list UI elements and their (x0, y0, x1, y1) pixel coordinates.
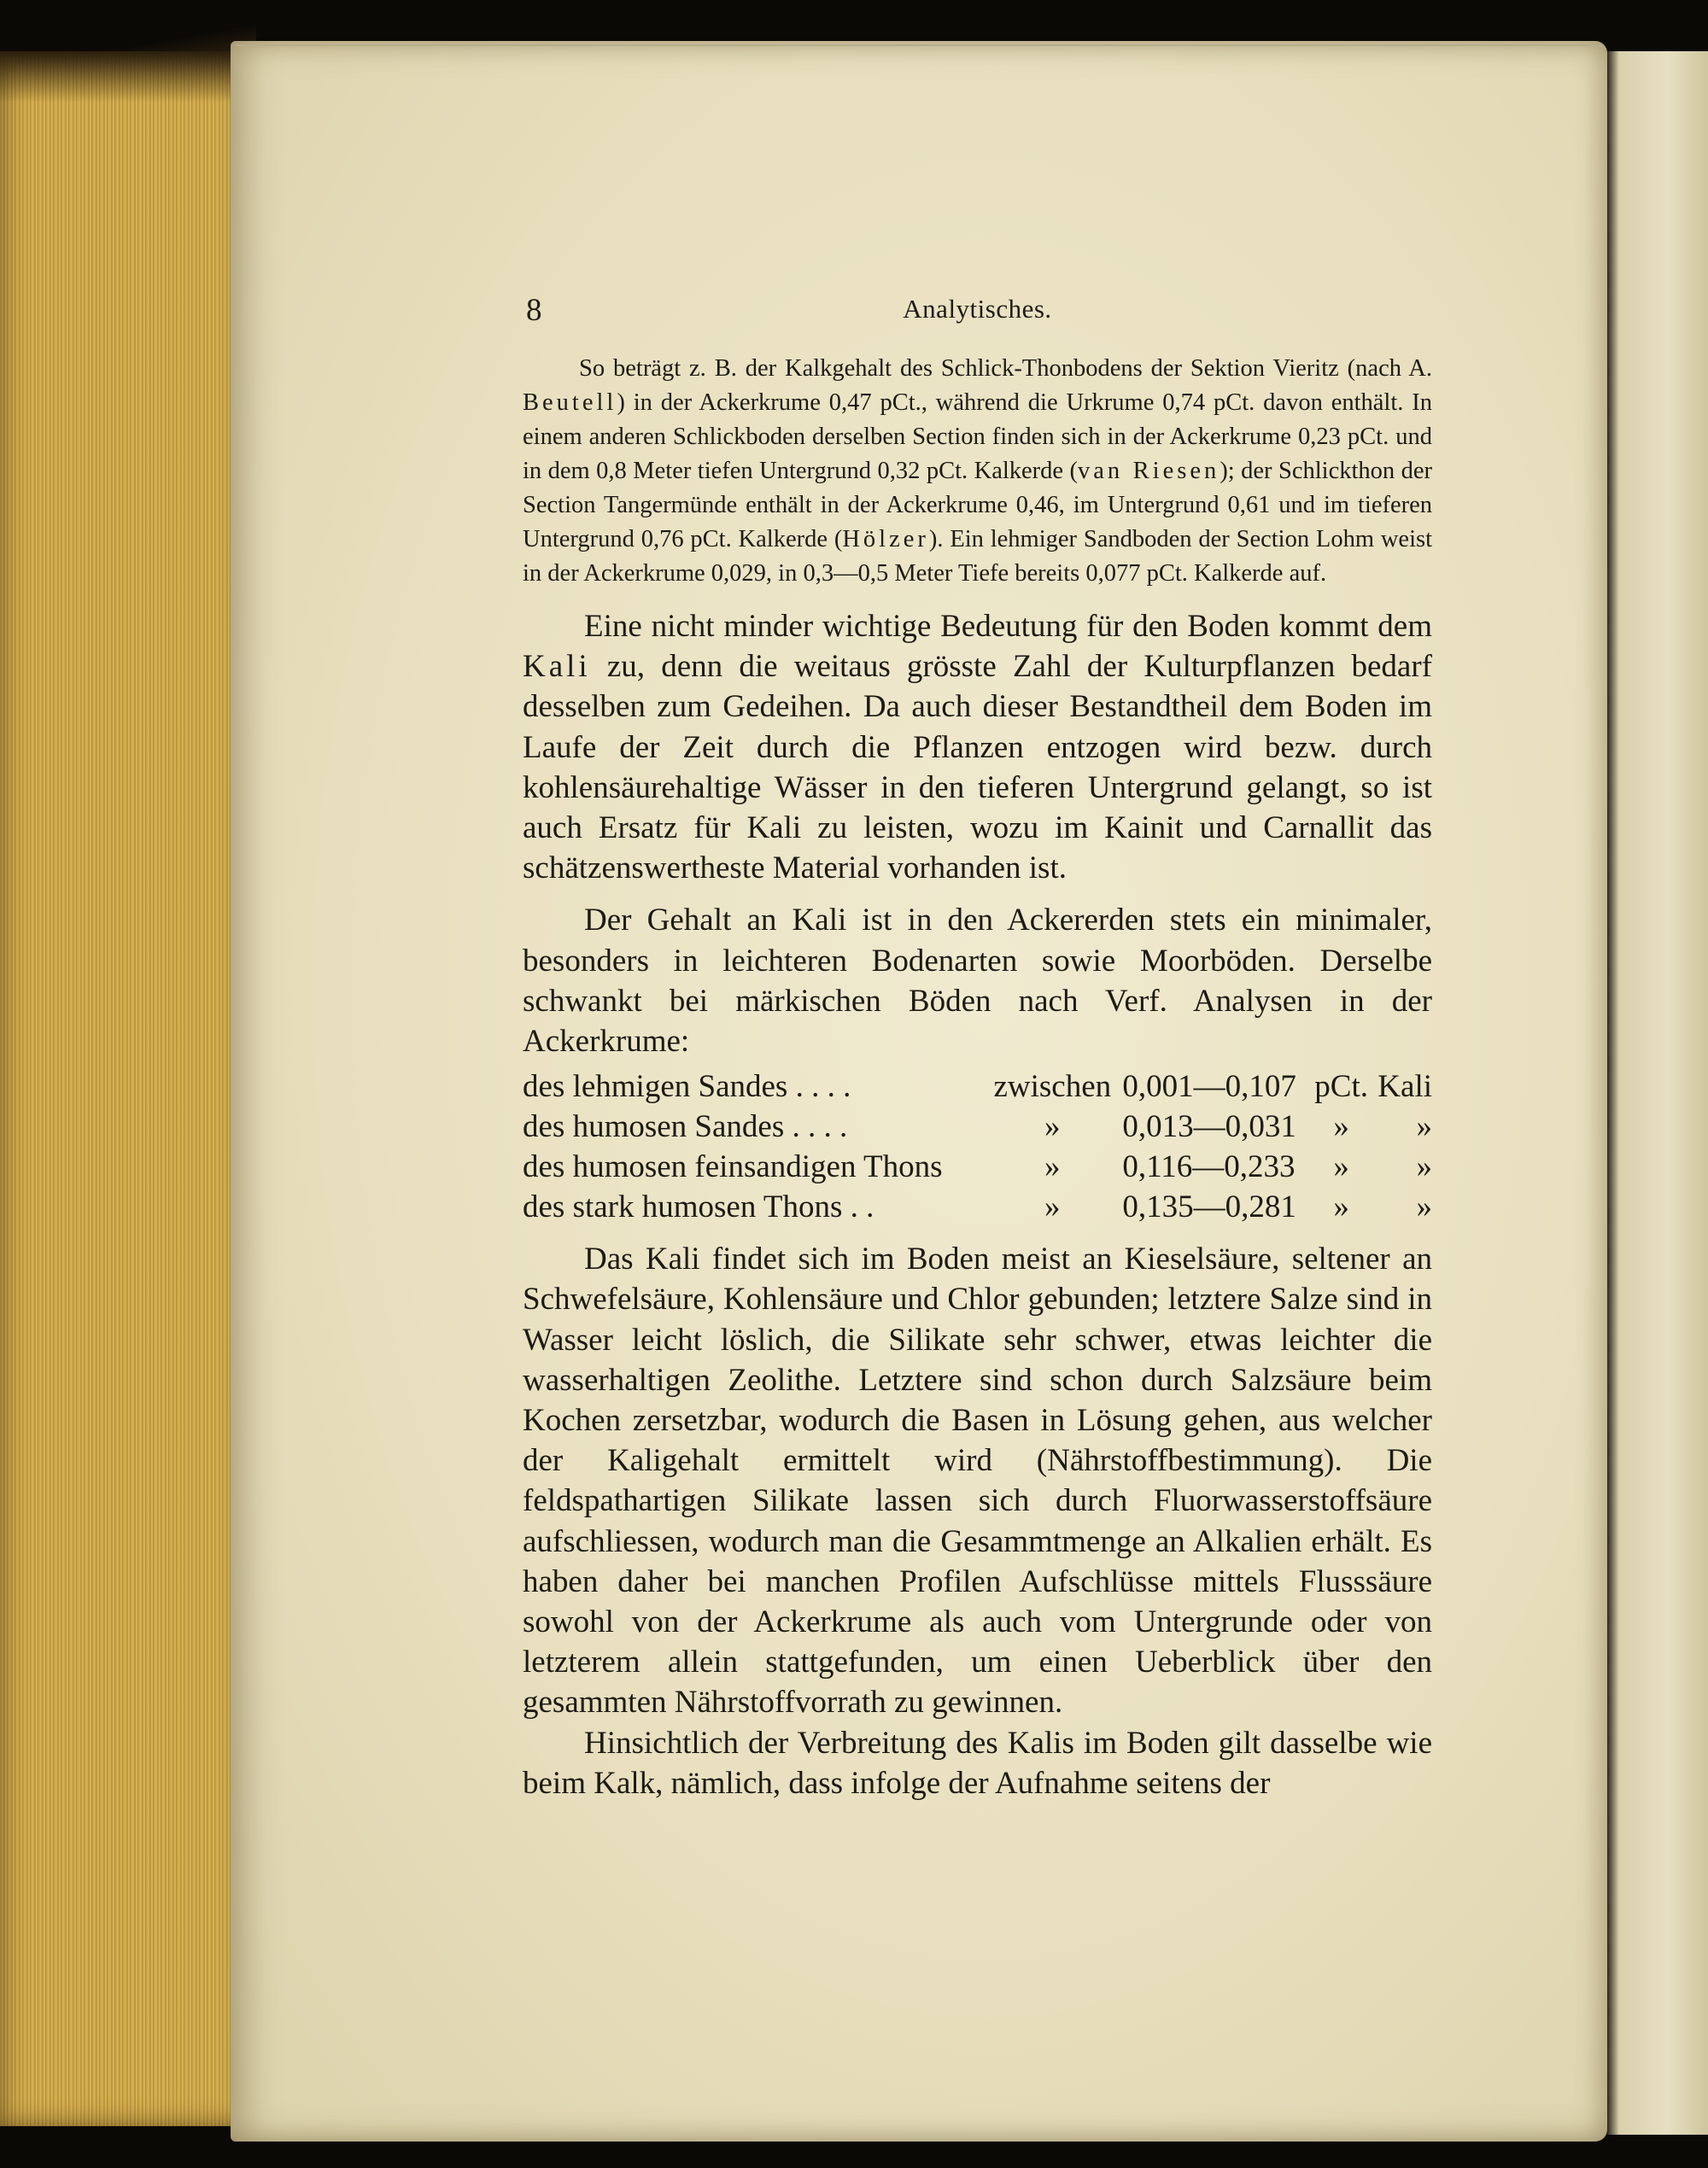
kali-values-table (523, 1066, 1432, 1227)
unit-label: pCt. (1314, 1069, 1368, 1105)
small-text-2: ) in der Ackerkrume 0,47 pCt., während die Urkrume 0,74 pCt. davon enthält. In einem anderen Schlickboden derselben Section finden sich in der Ackerkrume 0,23 pCt. und in dem 0,8 Meter tiefen Untergrund 0,32 pCt. Kalkerde ( (523, 389, 1432, 484)
element-label: » (1416, 1109, 1432, 1145)
unit-label: » (1333, 1109, 1349, 1145)
page-header (523, 292, 1432, 340)
soil-type: des humosen Sandes . . . . (523, 1109, 848, 1145)
running-title: Analytisches. (903, 294, 1052, 324)
kali-text-a: Eine nicht minder wichtige Bedeutung für den Boden kommt dem (584, 609, 1432, 644)
table-row (523, 1107, 1432, 1147)
paragraph-kali-content: Der Gehalt an Kali ist in den Ackererden stets ein minimaler, besonders in leichteren Bodenarten sowie Moorböden. Derselbe schwankt bei märkischen Böden nach Verf. Analysen in der Ackerkrume: (523, 903, 1432, 1060)
kali-text-b: zu, denn die weitaus grösste Zahl der Kulturpflanzen bedarf desselben zum Gedeihen. Da auch dieser Bestandtheil dem Boden im Laufe der Zeit durch die Pflanzen entzogen wird bezw. durch kohlensäurehaltige Wässer in den tieferen Untergrund gelangt, so ist auch Ersatz für Kali zu leisten, wozu im Kainit und Carnallit das schätzenswertheste Material vorhanden ist. (523, 649, 1432, 886)
between-label: » (1044, 1109, 1061, 1145)
paragraph-kali-binding: Das Kali findet sich im Boden meist an Kieselsäure, seltener an Schwefelsäure, Kohlensäure und Chlor gebunden; letztere Salze sind in Wasser leicht löslich, die Silikate sehr schwer, etwas leichter die wasserhaltigen Zeolithe. Letztere sind schon durch Salzsäure beim Kochen zersetzbar, wodurch die Basen in Lösung gehen, aus welcher der Kaligehalt ermittelt wird (Nährstoffbestimmung). Die feldspathartigen Silikate lassen sich durch Fluorwasserstoffsäure aufschliessen, wodurch man die Gesammtmenge an Alkalien erhält. Es haben daher bei manchen Profilen Aufschlüsse mittels Flusssäure sowohl von der Ackerkrume als auch vom Untergrunde oder von letzterem allein stattgefunden, um einen Ueberblick über den gesammten Nährstoffvorrath zu gewinnen. (523, 1242, 1432, 1721)
element-label: Kali (1378, 1069, 1432, 1105)
table-row (523, 1147, 1432, 1187)
paragraph-kali-distribution: Hinsichtlich der Verbreitung des Kalis im Boden gilt dasselbe wie beim Kalk, nämlich, dass infolge der Aufnahme seitens der (523, 1725, 1432, 1801)
page-text (523, 292, 1432, 1803)
kali-range: 0,116—0,233 (1122, 1149, 1296, 1185)
element-label: » (1416, 1189, 1432, 1225)
table-row (523, 1187, 1432, 1227)
author-van-riesen: van Riesen (1078, 458, 1220, 484)
kali-range: 0,013—0,031 (1122, 1109, 1296, 1145)
unit-label: » (1333, 1189, 1349, 1225)
small-print-paragraph (523, 352, 1432, 591)
kali-range: 0,001—0,107 (1122, 1069, 1296, 1105)
facing-page-edge (1607, 51, 1708, 2135)
element-label: » (1416, 1149, 1432, 1185)
between-label: » (1044, 1189, 1061, 1225)
paragraph-kali-importance (523, 606, 1432, 888)
author-hoelzer: Hölzer (842, 526, 929, 552)
book-page-edges (0, 51, 251, 2126)
kali-range: 0,135—0,281 (1122, 1189, 1296, 1225)
author-beutell: Beutell (523, 389, 617, 416)
between-label: » (1044, 1149, 1061, 1185)
soil-type: des humosen feinsandigen Thons (523, 1149, 943, 1185)
kali-emphasis: Kali (523, 649, 591, 685)
small-text-1: So beträgt z. B. der Kalkgehalt des Schlick-Thonbodens der Sektion Vieritz (nach A. (579, 355, 1432, 382)
unit-label: » (1333, 1149, 1349, 1185)
small-text-4: ). Ein lehmiger Sandboden der Section Lohm weist in der Ackerkrume 0,029, in 0,3—0,5 Meter Tiefe bereits 0,077 pCt. Kalkerde auf. (523, 526, 1432, 587)
page-number: 8 (526, 293, 542, 328)
small-text-3: ); der Schlickthon der Section Tangermünde enthält in der Ackerkrume 0,46, im Untergrund 0,61 und im tieferen Untergrund 0,76 pCt. Kalkerde ( (523, 458, 1432, 552)
soil-type: des stark humosen Thons . . (523, 1189, 874, 1225)
soil-type: des lehmigen Sandes . . . . (523, 1069, 851, 1105)
between-label: zwischen (993, 1069, 1112, 1105)
table-row (523, 1066, 1432, 1107)
